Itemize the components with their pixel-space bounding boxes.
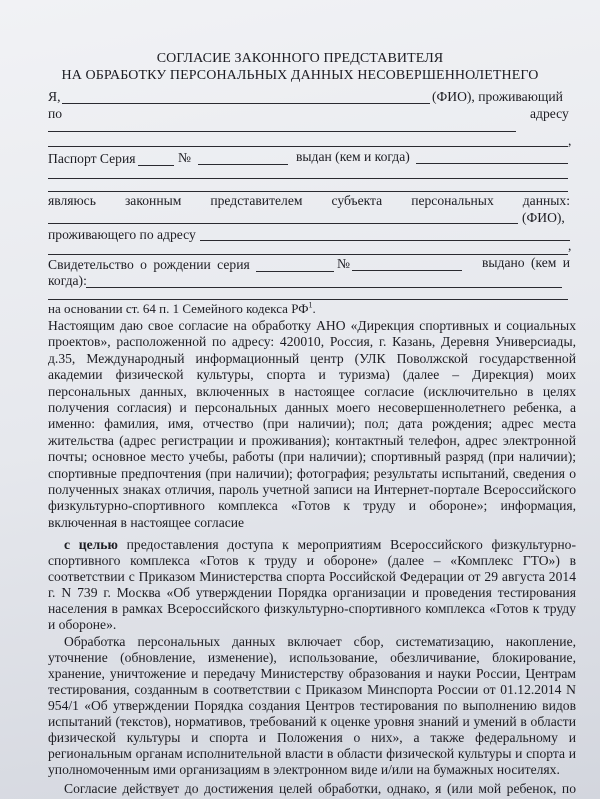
- line-text: тестирования, созданным в соответствии с Приказом Минспорта России от 01.12.2014 N: [48, 682, 576, 697]
- paragraph-line: [48, 334, 576, 349]
- line-text: и обороне».: [48, 617, 117, 632]
- passport-issued-field-line3[interactable]: [48, 191, 568, 192]
- label-passport-series: Паспорт Серия: [48, 151, 136, 166]
- line-text: почты; основное место учебы, работы (при наличии); спортивный разряд (при наличии);: [48, 449, 576, 465]
- period: .: [312, 301, 316, 316]
- passport-number-field[interactable]: [198, 164, 288, 165]
- paragraph-line: [48, 318, 576, 333]
- basis-label: на основании ст. 64 п. 1 Семейного кодекса РФ: [48, 301, 309, 316]
- paragraph-line: [48, 466, 576, 481]
- paragraph-line: [64, 781, 576, 796]
- child-address-field[interactable]: [200, 240, 570, 241]
- label-ya: Я,: [48, 89, 61, 104]
- paragraph-line: [48, 433, 576, 448]
- line-text: Настоящим даю свое согласие на обработку АНО «Дирекция спортивных и социальных: [48, 318, 576, 333]
- line-text: академии физической культуры, спорта и туризма) (далее – Дирекция) моих: [48, 367, 576, 383]
- line-text: физкультурно-спортивного комплекса «Готов к труду и обороне»; информация,: [48, 498, 576, 514]
- footnote-mark: 1: [308, 300, 313, 310]
- address-field-line1[interactable]: [48, 131, 516, 132]
- label-po: по: [48, 106, 63, 121]
- document-title-line2: НА ОБРАБОТКУ ПЕРСОНАЛЬНЫХ ДАННЫХ НЕСОВЕРШЕННОЛЕТНЕГО: [61, 68, 539, 83]
- label-living-at: проживающего по адресу: [48, 227, 196, 242]
- paragraph-line: [48, 585, 576, 600]
- paragraph-line: [48, 482, 576, 497]
- representative-line: [48, 193, 570, 208]
- paragraph-line: [64, 537, 576, 552]
- label-fio-living: (ФИО), проживающий: [432, 89, 563, 104]
- paragraph-line: [48, 666, 576, 681]
- line-text: предоставления доступа к мероприятиям Всероссийского физкультурно-: [117, 537, 576, 552]
- word: субъекта: [331, 193, 383, 208]
- word: являюсь: [48, 193, 96, 208]
- fio-field[interactable]: [62, 103, 430, 104]
- paragraph-line: [48, 746, 576, 761]
- paragraph-line: [48, 498, 576, 513]
- line-text: получения согласия) и персональных данных моего несовершеннолетнего ребенка, а: [48, 400, 576, 415]
- line-text: уполномоченным ими организациям в электронном виде и/или на бумажных носителях.: [48, 762, 560, 777]
- label-address: адресу: [530, 106, 569, 121]
- paragraph-line: [48, 698, 576, 713]
- line-text: д.35, Международный информационный центр (УЛК Поволжской государственной: [48, 350, 576, 366]
- line-text: хранение, уничтожение и передачу Министерству образования и науки России, Центрам: [48, 666, 576, 681]
- paragraph-line: [48, 730, 576, 745]
- birth-cert-number-field[interactable]: [352, 270, 462, 271]
- line-text: полученных знаках отличия, пароль учетной записи на Интернет-портале Всероссийского: [48, 482, 576, 497]
- word: данных:: [522, 193, 570, 208]
- line-text: персональных данных, включенных в настоящее согласие (исключительно в целях: [48, 383, 576, 399]
- label-fio2: (ФИО),: [522, 210, 565, 225]
- child-fio-field[interactable]: [48, 223, 518, 224]
- word: персональных: [411, 193, 494, 208]
- line-text: региональным органам исполнительной власти в области физической культуры и спорта и: [48, 746, 576, 761]
- paragraph-line: [48, 416, 576, 431]
- paragraph-line: [48, 515, 576, 530]
- comma: ,: [568, 238, 572, 253]
- label-issued2: выдано (кем и: [482, 255, 571, 270]
- label-birth-cert: Свидетельство о рождении серия: [48, 257, 250, 272]
- line-text: 954/1 «Об утверждении Порядка создания Центров тестирования по выполнению видов: [48, 698, 576, 713]
- line-text: жительства (адрес регистрации и проживания); контактный телефон, адрес электронной: [48, 432, 576, 448]
- paragraph-line: [48, 400, 576, 415]
- paragraph-line: [48, 553, 576, 568]
- paragraph-line: [48, 617, 576, 632]
- line-text: населения в рамках Всероссийского физкультурно-спортивного комплекса «Готов к труду: [48, 601, 576, 616]
- label-number: №: [178, 150, 191, 165]
- paragraph-line: [48, 384, 576, 399]
- line-text: спортивного комплекса «Готов к труду и обороне» (далее – «Комплекс ГТО») в: [48, 553, 576, 568]
- bold-lead: с целью: [64, 537, 118, 552]
- paragraph-line: [48, 762, 576, 777]
- paragraph-line: [48, 601, 576, 616]
- passport-issued-field[interactable]: [416, 163, 568, 164]
- line-text: проектов», расположенной по адресу: 420010, Россия, г. Казань, Деревня Универсиады,: [48, 334, 576, 350]
- birth-cert-series-field[interactable]: [256, 271, 334, 272]
- paragraph-line: [48, 650, 576, 665]
- line-text: Согласие действует до достижения целей обработки, однако, я (или мой ребенок, по: [64, 781, 576, 796]
- line-text: Обработка персональных данных включает сбор, систематизацию, накопление,: [64, 634, 576, 649]
- comma: ,: [568, 133, 572, 148]
- line-text: испытаний (текстов), нормативов, требований к оценке уровня знаний и умений в области: [48, 714, 576, 729]
- passport-series-field[interactable]: [138, 165, 174, 166]
- label-when: когда):: [48, 273, 87, 288]
- line-text: уточнение (обновление, изменение), использование, обезличивание, блокирование,: [48, 650, 576, 665]
- word: законным: [124, 193, 182, 208]
- paragraph-line: [48, 351, 576, 366]
- basis-text: [48, 301, 316, 316]
- passport-issued-field-line2[interactable]: [48, 178, 568, 179]
- paragraph-line: [48, 569, 576, 584]
- line-text: включенная в настоящее согласие: [48, 514, 245, 530]
- birth-cert-issued-field[interactable]: [86, 287, 562, 288]
- paragraph-line: [48, 367, 576, 382]
- line-text: спортивные предпочтения (при наличии); фотография; результаты испытаний, сведения о: [48, 465, 576, 481]
- line-text: соответствии с Приказом Министерства спорта Российской Федерации от 29 августа 2014: [48, 569, 576, 584]
- line-text: физической культуры и спорта и Положения о них», а также федеральному и: [48, 730, 576, 745]
- label-number: №: [337, 256, 350, 271]
- address-field-line2[interactable]: [48, 146, 568, 147]
- line-text: г. N 739 г. Москва «Об утверждении Порядка организации и проведения тестирования: [48, 585, 576, 600]
- paragraph-line: [48, 714, 576, 729]
- line-text: именно: фамилия, имя, отчество (при наличии); пол; дата рождения; адрес места: [48, 416, 576, 432]
- paragraph-line: [48, 682, 576, 697]
- label-issued-by: выдан (кем и когда): [296, 149, 410, 164]
- paragraph-line: [48, 449, 576, 464]
- word: представителем: [210, 193, 303, 208]
- paragraph-line: [64, 634, 576, 649]
- document-title-line1: СОГЛАСИЕ ЗАКОННОГО ПРЕДСТАВИТЕЛЯ: [156, 51, 444, 66]
